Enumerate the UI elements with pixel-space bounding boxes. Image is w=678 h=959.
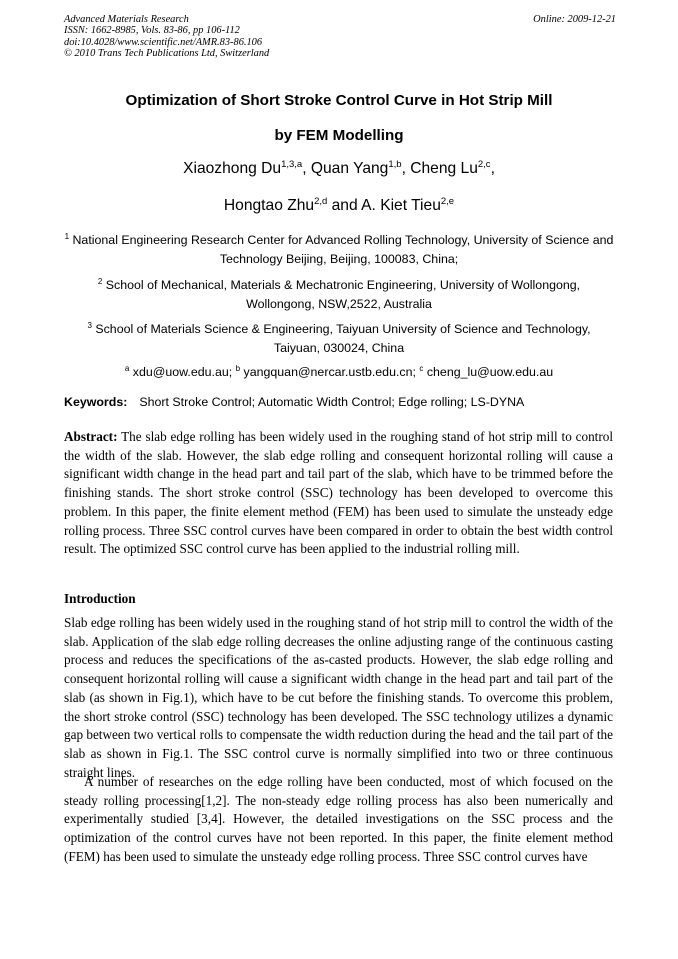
affiliation-number: 1 — [64, 232, 70, 241]
keywords-label: Keywords: — [64, 395, 128, 409]
author-sep: , — [490, 160, 495, 177]
author-name: Quan Yang — [310, 160, 389, 177]
author-name: Hongtao Zhu — [223, 197, 315, 214]
authors-line-1 — [40, 160, 638, 178]
author-sup: 1,b — [388, 159, 402, 170]
affiliation-1 — [64, 231, 614, 269]
abstract-label: Abstract: — [64, 429, 118, 444]
email-sup: c — [419, 364, 424, 373]
journal-header — [64, 14, 616, 59]
author-name: Cheng Lu — [410, 160, 478, 177]
author-sup: 1,3,a — [281, 159, 303, 170]
paper-title-line-2: by FEM Modelling — [274, 127, 404, 144]
email-address[interactable]: xdu@uow.edu.au; — [132, 365, 233, 379]
journal-doi: doi:10.4028/www.scientific.net/AMR.83-86.106 — [64, 36, 263, 48]
affiliation-text: School of Mechanical, Materials & Mechatronic Engineering, University of Wollongong, Wollongong, NSW,2522, Australia — [105, 278, 581, 311]
authors-line-2 — [40, 197, 638, 215]
online-date: Online: 2009-12-21 — [533, 14, 616, 25]
author-sep: , — [401, 160, 411, 177]
author-sup: 2,d — [314, 196, 328, 207]
email-sup: b — [235, 364, 241, 373]
author-name: Xiaozhong Du — [183, 160, 282, 177]
author-sup: 2,c — [477, 159, 491, 170]
journal-copyright: © 2010 Trans Tech Publications Ltd, Switzerland — [64, 47, 270, 59]
affiliation-text: School of Materials Science & Engineering, Taiyuan University of Science and Technology, Taiyuan, 030024, China — [95, 322, 591, 355]
email-line — [40, 365, 638, 379]
keywords-text: Short Stroke Control; Automatic Width Control; Edge rolling; LS-DYNA — [139, 395, 525, 409]
journal-issn: ISSN: 1662-8985, Vols. 83-86, pp 106-112 — [64, 25, 240, 37]
affiliation-3 — [64, 320, 614, 358]
email-address[interactable]: cheng_lu@uow.edu.au — [426, 365, 554, 379]
affiliation-text: National Engineering Research Center for Advanced Rolling Technology, University of Science and Technology Beijing, Beijing, 100083, China; — [72, 233, 614, 266]
section-heading-introduction: Introduction — [64, 591, 136, 606]
author-name: A. Kiet Tieu — [361, 197, 441, 214]
keywords — [64, 395, 624, 409]
author-sup: 2,e — [440, 196, 455, 207]
author-sep: and — [327, 197, 362, 214]
author-sep: , — [302, 160, 311, 177]
affiliation-number: 2 — [97, 277, 103, 286]
journal-name: Advanced Materials Research — [64, 14, 189, 25]
intro-paragraph-1: Slab edge rolling has been widely used in the roughing stand of hot strip mill to control the width of the slab. Application of the slab edge rolling decreases the online adjusting range of the continuous casting process and reduces the specifications of the as-casted products. However, the slab edge rolling and consequent horizontal rolling will cause a significant width change in the head part and tail part of the slab (as shown in Fig.1), which have to be cut before the finishing stands. To overcome this problem, the short stroke control (SSC) technology has been developed. The SSC technology utilizes a dynamic gap between two vertical rolls to compensate the width reduction during the head and the tail part of the slab as shown in Fig.1. The SSC control curve is normally simplified into two or three continuous straight lines. — [64, 615, 613, 780]
email-sup: a — [124, 364, 130, 373]
affiliation-2 — [64, 276, 614, 314]
paper-title-line-1: Optimization of Short Stroke Control Curve in Hot Strip Mill — [125, 92, 553, 109]
email-address[interactable]: yangquan@nercar.ustb.edu.cn; — [243, 365, 416, 379]
abstract — [64, 428, 613, 559]
abstract-text: The slab edge rolling has been widely used in the roughing stand of hot strip mill to control the width of the slab. However, the slab edge rolling and consequent horizontal rolling will cause a significant width change in the head part and tail part of the slab, which have to be trimmed before the finishing stands. The short stroke control (SSC) technology has been developed to overcome this problem. In this paper, the finite element method (FEM) has been used to simulate the unsteady edge rolling process. Three SSC control curves have been compared in order to obtain the best width control result. The optimized SSC control curve has been applied to the industrial rolling mill. — [64, 429, 613, 557]
affiliation-number: 3 — [87, 321, 92, 330]
intro-paragraph-2: A number of researches on the edge rolling have been conducted, most of which focused on the steady rolling processing[1,2]. The non-steady edge rolling process has also been numerically and experimentally studied [3,4]. However, the detailed investigations on the SSC process and the optimization of the control curves have not been reported. In this paper, the finite element method (FEM) has been used to simulate the unsteady edge rolling process. Three SSC control curves have — [64, 774, 613, 864]
